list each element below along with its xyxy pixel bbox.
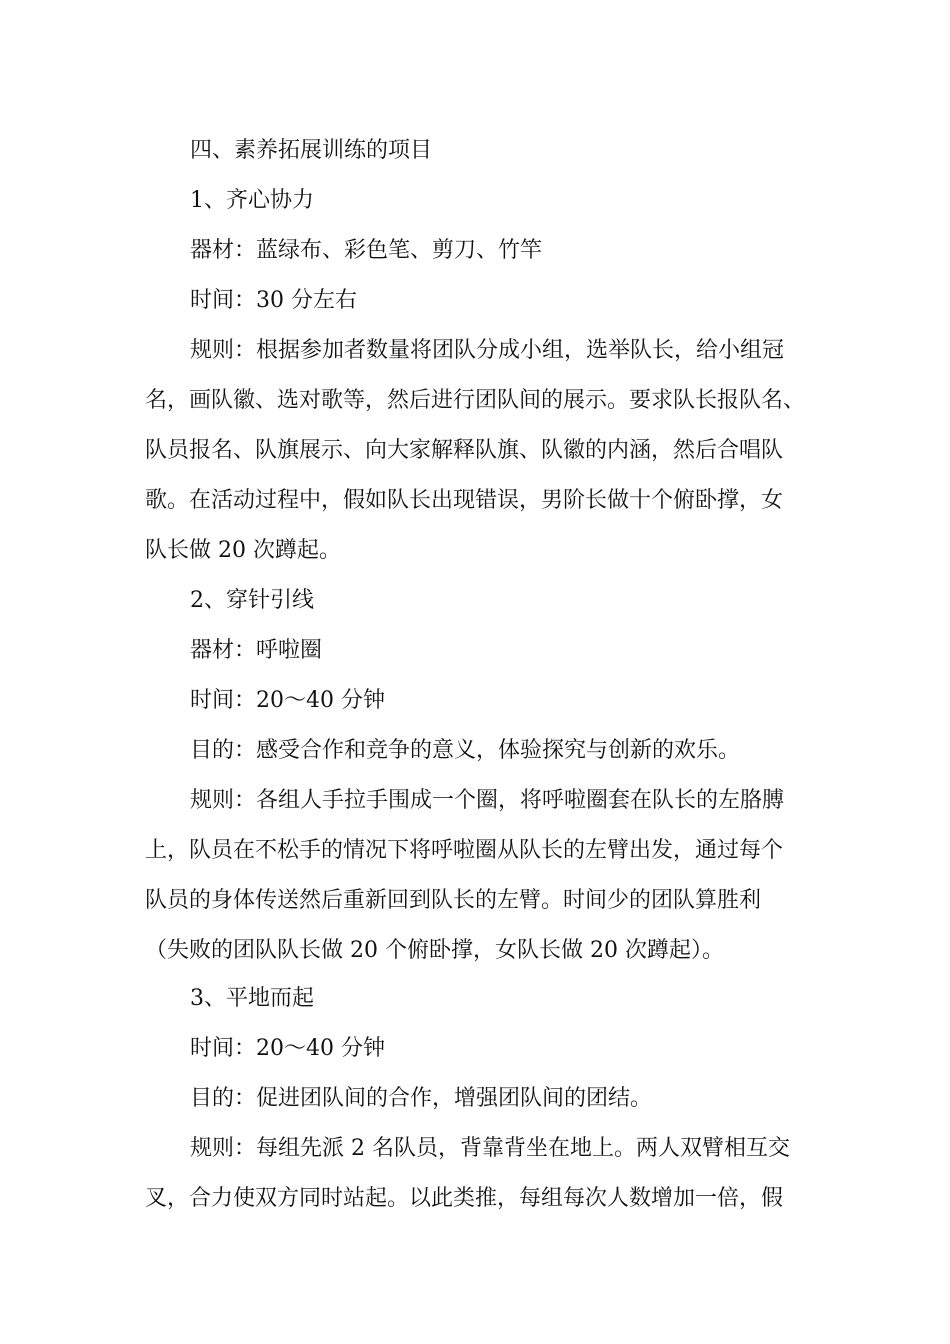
item2-title: 2、穿针引线 xyxy=(190,588,314,613)
item1-equipment: 器材：蓝绿布、彩色笔、剪刀、竹竿 xyxy=(190,238,543,263)
item3-rules-line: 规则：每组先派 2 名队员，背靠背坐在地上。两人双臂相互交 xyxy=(190,1136,790,1161)
item1-title: 1、齐心协力 xyxy=(190,188,314,213)
item3-rules-line: 叉，合力使双方同时站起。以此类推，每组每次人数增加一倍，假 xyxy=(145,1186,784,1211)
item1-rules-line: 规则：根据参加者数量将团队分成小组，选举队长，给小组冠 xyxy=(190,338,785,363)
item1-rules-line: 名，画队徽、选对歌等，然后进行团队间的展示。要求队长报队名、 xyxy=(145,388,806,413)
item3-title: 3、平地而起 xyxy=(190,986,314,1011)
item2-purpose: 目的：感受合作和竞争的意义，体验探究与创新的欢乐。 xyxy=(190,738,741,763)
section-title: 四、素养拓展训练的项目 xyxy=(190,138,433,163)
item3-time: 时间：20～40 分钟 xyxy=(190,1036,385,1061)
item2-rules-line: （失败的团队队长做 20 个俯卧撑，女队长做 20 次蹲起）。 xyxy=(145,938,724,963)
item2-rules-line: 队员的身体传送然后重新回到队长的左臂。时间少的团队算胜利 xyxy=(145,888,762,913)
item2-time: 时间：20～40 分钟 xyxy=(190,688,385,713)
item1-rules-line: 队长做 20 次蹲起。 xyxy=(145,538,341,563)
item3-purpose: 目的：促进团队间的合作，增强团队间的团结。 xyxy=(190,1086,653,1111)
item2-rules-line: 规则：各组人手拉手围成一个圈，将呼啦圈套在队长的左胳膊 xyxy=(190,788,785,813)
item2-equipment: 器材：呼啦圈 xyxy=(190,638,323,663)
item2-rules-line: 上，队员在不松手的情况下将呼啦圈从队长的左臂出发，通过每个 xyxy=(145,838,784,863)
item1-rules-line: 队员报名、队旗展示、向大家解释队旗、队徽的内涵，然后合唱队 xyxy=(145,438,784,463)
item1-time: 时间：30 分左右 xyxy=(190,288,357,313)
item1-rules-line: 歌。在活动过程中，假如队长出现错误，男阶长做十个俯卧撑，女 xyxy=(145,488,784,513)
